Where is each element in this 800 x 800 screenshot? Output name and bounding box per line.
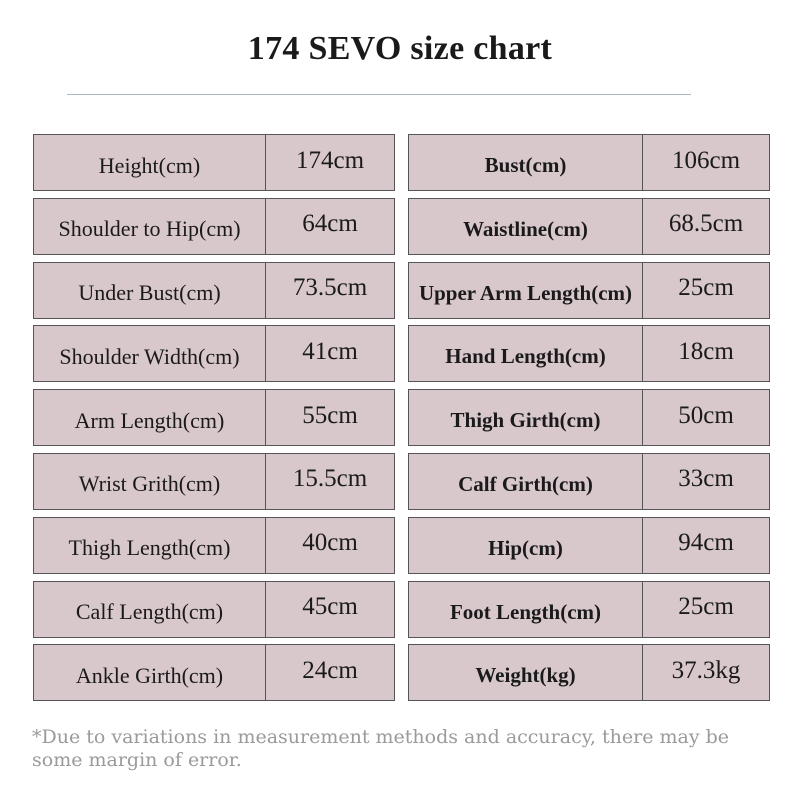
table-row xyxy=(408,262,770,319)
measurement-label: Ankle Girth(cm) xyxy=(33,644,266,701)
measurement-value: 45cm xyxy=(266,581,395,638)
measurement-value: 25cm xyxy=(643,262,770,319)
measurement-value: 37.3kg xyxy=(643,644,770,701)
measurement-value: 64cm xyxy=(266,198,395,255)
measurement-value: 18cm xyxy=(643,325,770,382)
table-row xyxy=(33,134,395,191)
measurement-value: 68.5cm xyxy=(643,198,770,255)
table-row xyxy=(408,325,770,382)
measurement-label: Bust(cm) xyxy=(408,134,643,191)
measurement-label: Thigh Length(cm) xyxy=(33,517,266,574)
table-row xyxy=(33,262,395,319)
measurement-value: 73.5cm xyxy=(266,262,395,319)
measurement-value: 25cm xyxy=(643,581,770,638)
measurement-label: Waistline(cm) xyxy=(408,198,643,255)
table-row xyxy=(33,644,395,701)
table-row xyxy=(33,325,395,382)
table-row xyxy=(408,198,770,255)
measurement-value: 15.5cm xyxy=(266,453,395,510)
table-row xyxy=(33,581,395,638)
measurement-label: Calf Length(cm) xyxy=(33,581,266,638)
measurement-label: Hand Length(cm) xyxy=(408,325,643,382)
measurement-value: 106cm xyxy=(643,134,770,191)
title-divider xyxy=(67,94,691,95)
measurement-value: 55cm xyxy=(266,389,395,446)
measurement-label: Shoulder Width(cm) xyxy=(33,325,266,382)
table-row xyxy=(408,581,770,638)
measurement-label: Calf Girth(cm) xyxy=(408,453,643,510)
size-table-right xyxy=(408,134,770,708)
measurement-label: Arm Length(cm) xyxy=(33,389,266,446)
measurement-value: 41cm xyxy=(266,325,395,382)
size-table-left xyxy=(33,134,395,708)
measurement-value: 50cm xyxy=(643,389,770,446)
disclaimer-note: *Due to variations in measurement methods and accuracy, there may be some margin of error. xyxy=(32,726,730,771)
measurement-label: Upper Arm Length(cm) xyxy=(408,262,643,319)
measurement-value: 40cm xyxy=(266,517,395,574)
measurement-value: 33cm xyxy=(643,453,770,510)
table-row xyxy=(408,134,770,191)
measurement-label: Foot Length(cm) xyxy=(408,581,643,638)
measurement-label: Hip(cm) xyxy=(408,517,643,574)
measurement-label: Height(cm) xyxy=(33,134,266,191)
measurement-label: Weight(kg) xyxy=(408,644,643,701)
measurement-value: 94cm xyxy=(643,517,770,574)
table-row xyxy=(33,389,395,446)
measurement-label: Thigh Girth(cm) xyxy=(408,389,643,446)
measurement-label: Shoulder to Hip(cm) xyxy=(33,198,266,255)
table-row xyxy=(408,453,770,510)
measurement-value: 24cm xyxy=(266,644,395,701)
table-row xyxy=(33,453,395,510)
page-title: 174 SEVO size chart xyxy=(247,30,553,67)
table-row xyxy=(408,389,770,446)
table-row xyxy=(408,517,770,574)
table-row xyxy=(408,644,770,701)
measurement-label: Under Bust(cm) xyxy=(33,262,266,319)
measurement-label: Wrist Grith(cm) xyxy=(33,453,266,510)
table-row xyxy=(33,517,395,574)
table-row xyxy=(33,198,395,255)
measurement-value: 174cm xyxy=(266,134,395,191)
